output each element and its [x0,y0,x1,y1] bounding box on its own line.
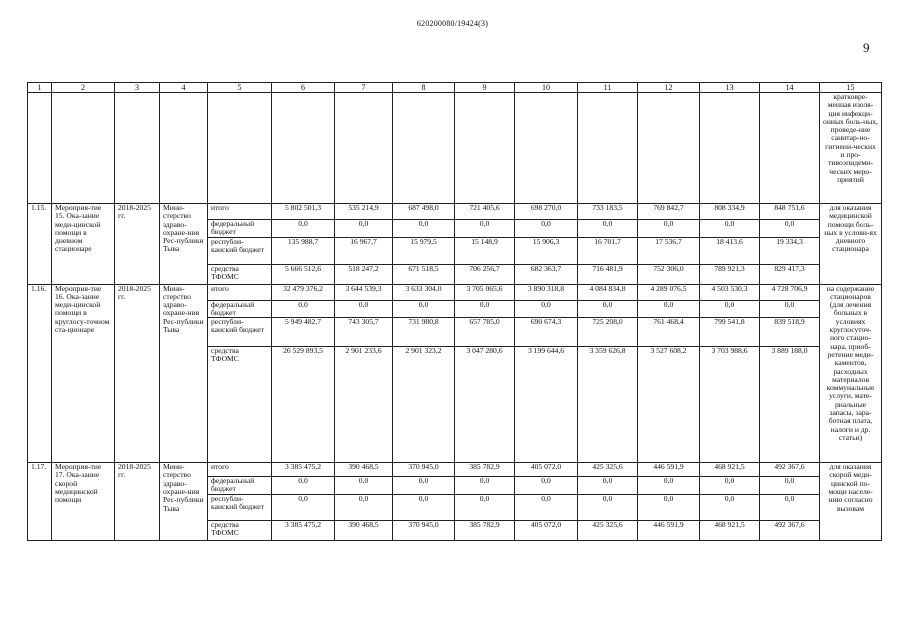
amount-cell: 468 921,5 [700,463,760,477]
page-number: 9 [863,40,870,55]
amount-cell: 0,0 [760,220,820,238]
amount-cell: 829 417,3 [760,264,820,284]
amount-cell: 0,0 [700,220,760,238]
amount-cell: 4 503 530,3 [700,284,760,300]
amount-cell: 3 890 318,8 [515,284,578,300]
amount-cell: 0,0 [578,300,638,318]
executor: Мини-стерство здраво-охране-ния Рес-публики Тыва [160,204,208,285]
continuation-row [28,93,882,204]
amount-cell: 425 325,6 [578,520,638,540]
amount-cell: 0,0 [638,477,700,495]
column-number: 11 [578,83,638,93]
amount-cell: 32 479 376,2 [272,284,335,300]
amount-cell: 3 385 475,2 [272,463,335,477]
column-number: 14 [760,83,820,93]
amount-cell: 0,0 [335,477,393,495]
funding-source: республи-канский бюджет [208,318,272,347]
amount-cell: 769 842,7 [638,204,700,220]
amount-cell: 0,0 [760,494,820,520]
amount-cell: 5 666 512,6 [272,264,335,284]
amount-cell: 26 529 893,5 [272,347,335,463]
column-number: 10 [515,83,578,93]
column-number: 6 [272,83,335,93]
amount-cell: 16 701,7 [578,237,638,264]
amount-cell: 3 527 608,2 [638,347,700,463]
funding-source: республи-канский бюджет [208,237,272,264]
funding-source: средства ТФОМС [208,264,272,284]
amount-cell: 17 536,7 [638,237,700,264]
funding-source: итого [208,284,272,300]
measure-name: Мероприя-тие 16. Ока-зание меди-цинской помощи в круглосу-точном ста-ционаре [52,284,115,463]
amount-cell: 0,0 [638,220,700,238]
amount-cell: 839 518,9 [760,318,820,347]
funding-source: итого [208,204,272,220]
document-id: 620200080/19424(3) [416,19,489,28]
purpose-note: на содержание стационаров (для лечения больных в условиях круглосуточ-ного стацио-нара, приоб-ретение меди-каментов, расходных материалов коммунальные услуги, мате-риальные запасы, зара-ботная плата, налоги и др. статьи) [820,284,882,463]
sections-body [28,204,882,541]
amount-cell: 0,0 [272,300,335,318]
amount-cell: 370 945,0 [393,520,455,540]
amount-cell: 0,0 [515,494,578,520]
column-number: 12 [638,83,700,93]
amount-cell: 425 325,6 [578,463,638,477]
amount-cell: 0,0 [272,477,335,495]
amount-cell: 687 498,0 [393,204,455,220]
amount-cell: 518 247,2 [335,264,393,284]
amount-cell: 0,0 [760,300,820,318]
amount-cell: 698 270,0 [515,204,578,220]
amount-cell: 3 047 280,6 [455,347,515,463]
amount-cell: 0,0 [515,300,578,318]
column-number: 7 [335,83,393,93]
amount-cell: 0,0 [638,494,700,520]
amount-cell: 0,0 [515,477,578,495]
amount-cell: 716 481,9 [578,264,638,284]
amount-cell: 0,0 [455,220,515,238]
amount-cell: 682 363,7 [515,264,578,284]
amount-cell: 731 980,8 [393,318,455,347]
amount-cell: 385 782,9 [455,520,515,540]
amount-cell: 657 785,0 [455,318,515,347]
implementation-period: 2018-2025 гг. [115,204,160,285]
amount-cell: 0,0 [272,220,335,238]
column-number: 4 [160,83,208,93]
amount-cell: 390 468,5 [335,520,393,540]
amount-cell: 4 728 706,9 [760,284,820,300]
funding-source: средства ТФОМС [208,347,272,463]
amount-cell: 0,0 [455,477,515,495]
table-row [28,204,882,220]
amount-cell: 733 183,5 [578,204,638,220]
amount-cell: 405 072,0 [515,520,578,540]
amount-cell: 2 901 233,6 [335,347,393,463]
amount-cell: 0,0 [515,220,578,238]
amount-cell: 3 889 188,0 [760,347,820,463]
amount-cell: 0,0 [700,300,760,318]
purpose-note: для оказания скорой меди-цинской по-мощи населе-нию согласно вызовам [820,463,882,541]
amount-cell: 468 921,5 [700,520,760,540]
amount-cell: 690 674,3 [515,318,578,347]
amount-cell: 15 906,3 [515,237,578,264]
amount-cell: 0,0 [335,220,393,238]
column-number: 5 [208,83,272,93]
amount-cell: 3 359 626,8 [578,347,638,463]
amount-cell: 15 148,9 [455,237,515,264]
amount-cell: 706 256,7 [455,264,515,284]
amount-cell: 370 945,0 [393,463,455,477]
amount-cell: 0,0 [393,477,455,495]
amount-cell: 0,0 [393,494,455,520]
column-number: 9 [455,83,515,93]
amount-cell: 492 367,6 [760,463,820,477]
amount-cell: 808 334,9 [700,204,760,220]
amount-cell: 446 591,9 [638,463,700,477]
amount-cell: 0,0 [700,477,760,495]
amount-cell: 789 921,3 [700,264,760,284]
item-number: 1.17. [28,463,52,541]
column-number: 1 [28,83,52,93]
amount-cell: 4 084 834,8 [578,284,638,300]
amount-cell: 0,0 [578,220,638,238]
amount-cell: 0,0 [272,494,335,520]
funding-source: республи-канский бюджет [208,494,272,520]
amount-cell: 135 988,7 [272,237,335,264]
amount-cell: 3 705 065,6 [455,284,515,300]
budget-table [27,82,882,541]
amount-cell: 799 541,8 [700,318,760,347]
amount-cell: 848 751,6 [760,204,820,220]
funding-source: итого [208,463,272,477]
amount-cell: 3 633 304,0 [393,284,455,300]
amount-cell: 3 199 644,6 [515,347,578,463]
amount-cell: 16 967,7 [335,237,393,264]
implementation-period: 2018-2025 гг. [115,284,160,463]
amount-cell: 0,0 [638,300,700,318]
amount-cell: 18 413,6 [700,237,760,264]
measure-name: Мероприя-тие 17. Ока-зание скорой медицинской помощи [52,463,115,541]
amount-cell: 0,0 [455,494,515,520]
column-number: 8 [393,83,455,93]
amount-cell: 0,0 [578,477,638,495]
continuation-note: кратковре-менная изоля-ция инфекци-онных боль-ных, проведе-ние санитар-но-гигиени-ческих и про-тивоэпидеми-ческих меро-приятий [820,93,882,204]
amount-cell: 0,0 [393,300,455,318]
amount-cell: 446 591,9 [638,520,700,540]
amount-cell: 3 703 988,6 [700,347,760,463]
amount-cell: 5 949 482,7 [272,318,335,347]
funding-source: федеральный бюджет [208,220,272,238]
amount-cell: 671 518,5 [393,264,455,284]
funding-source: федеральный бюджет [208,300,272,318]
table-row [28,284,882,300]
amount-cell: 0,0 [393,220,455,238]
executor: Мини-стерство здраво-охране-ния Рес-публики Тыва [160,463,208,541]
amount-cell: 3 385 475,2 [272,520,335,540]
funding-source: федеральный бюджет [208,477,272,495]
purpose-note: для оказания медицинской помощи боль-ных в услови-ях дневного стационара [820,204,882,285]
amount-cell: 0,0 [700,494,760,520]
amount-cell: 492 367,6 [760,520,820,540]
column-number: 13 [700,83,760,93]
amount-cell: 4 289 076,5 [638,284,700,300]
amount-cell: 743 305,7 [335,318,393,347]
amount-cell: 0,0 [760,477,820,495]
amount-cell: 761 468,4 [638,318,700,347]
amount-cell: 0,0 [455,300,515,318]
column-number: 3 [115,83,160,93]
funding-source: средства ТФОМС [208,520,272,540]
amount-cell: 752 306,0 [638,264,700,284]
amount-cell: 385 782,9 [455,463,515,477]
implementation-period: 2018-2025 гг. [115,463,160,541]
amount-cell: 0,0 [335,300,393,318]
amount-cell: 0,0 [578,494,638,520]
amount-cell: 3 644 539,3 [335,284,393,300]
amount-cell: 0,0 [335,494,393,520]
column-number: 2 [52,83,115,93]
item-number: 1.15. [28,204,52,285]
item-number: 1.16. [28,284,52,463]
measure-name: Мероприя-тие 15. Ока-зание меди-цинской помощи в дневном стационаре [52,204,115,285]
amount-cell: 390 468,5 [335,463,393,477]
column-number-row [28,83,882,93]
amount-cell: 15 979,5 [393,237,455,264]
amount-cell: 725 208,0 [578,318,638,347]
amount-cell: 721 405,6 [455,204,515,220]
amount-cell: 535 214,9 [335,204,393,220]
table-row [28,463,882,477]
column-number: 15 [820,83,882,93]
amount-cell: 2 901 323,2 [393,347,455,463]
amount-cell: 405 072,0 [515,463,578,477]
executor: Мини-стерство здраво-охране-ния Рес-публики Тыва [160,284,208,463]
amount-cell: 19 334,3 [760,237,820,264]
amount-cell: 5 802 501,3 [272,204,335,220]
